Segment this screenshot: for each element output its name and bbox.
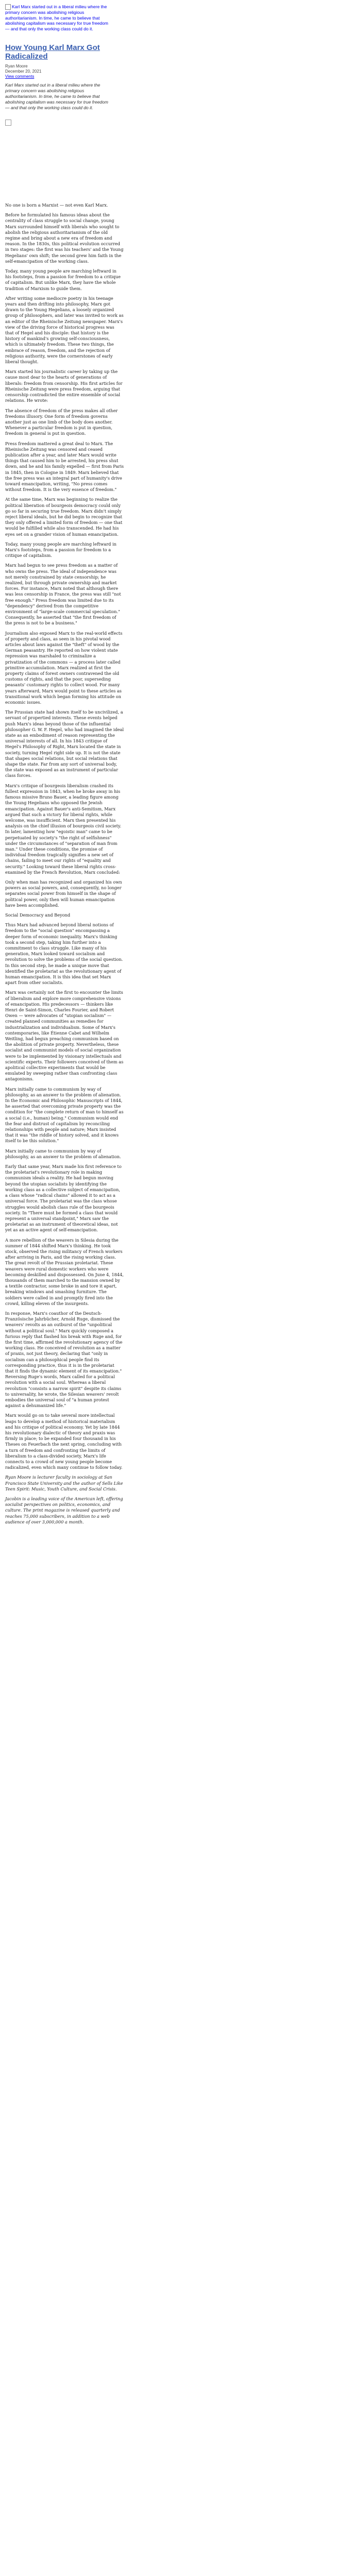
paragraph: No one is born a Marxist — not even Karl Marx. [5,202,108,208]
paragraph: Press freedom mattered a great deal to Marx. The Rheinische Zeitung was censored and ceased publication after a year, and later Marx would write things that caused him to be arrested, his press shut down, and he and his family expelled — first from Paris in 1845, then in Cologne in 1849. Marx believed that the free press was an integral part of humanity's drive toward emancipation, writing, "No press comes without freedom. It is the very essence of freedom." [5,440,124,493]
image-placeholder-icon [5,120,11,126]
paragraph: Before he formulated his famous ideas about the centrality of class struggle to social change, young Marx surrounded himself with liberals who sought to abolish the religious authoritarianism of the old regime and bring about a new era of freedom and reason. In the 1830s, this political evolution occurred in two stages: the first was his teachers' and the Young Hegelians' own shift; the second grew him faith in the self-emancipation of the working class. [5,212,124,264]
paragraph: Only when man has recognized and organized his own powers as social powers, and, consequently, no longer separates social power from himself in the shape of political power, only then will human emancipation have been accomplished. [5,879,122,908]
paragraph: The absence of freedom of the press makes all other freedoms illusory. One form of freedom governs another just as one limb of the body does another. Whenever a particular freedom is put in question, freedom in general is put in question. [5,408,118,436]
article-meta [5,64,41,79]
banner-alt-text: Karl Marx started out in a liberal milieu where the primary concern was abolishing religious authoritarianism. In time, he came to believe that abolishing capitalism was necessary for true freedom — and that only the working class could do it. [5,4,108,31]
article-body [5,202,124,1529]
publication-blurb: Jacobin is a leading voice of the American left, offering socialist perspectives on politics, economics, and culture. The print magazine is released quarterly and reaches 75,000 subscribers, in addition to a web audience of over 3,000,000 a month. [5,1496,123,1524]
paragraph: Marx was certainly not the first to encounter the limits of liberalism and explore more comprehensive visions of emancipation. His predecessors — thinkers like Henri de Saint-Simon, Charles Fourier, and Robert Owen — were advocates of "utopian socialism" — created planned communities as remedies for industrialization and individualism. Some of Marx's contemporaries, like Étienne Cabet and Wilhelm Weitling, had begun preaching communism based on the abolition of private property. Nevertheless, these socialist and communist models of social organization were to be implemented by visionary intellectuals and scientific experts. Their followers conceived of them as apolitical collective experiments that would be emulated by sweeping rather than confronting class antagonisms. [5,990,124,1082]
paragraph: Early that same year, Marx made his first reference to the proletariat's revolutionary role in making communism ideals a reality. He had begun moving beyond the utopian socialists by identifying the working class as a collective subject of emancipation, a class whose "radical chains" allowed it to act as a universal force. The proletariat was the class whose struggles would abolish class rule of the bourgeois society. In "There must be formed a class that would represent a universal standpoint," Marx saw the proletariat as an instrument of theoretical ideas, not yet as an active agent of self-emancipation. [5,1164,122,1233]
paragraph: Marx's critique of bourgeois liberalism crashed its fullest expression in 1843, when he broke away in his famous missive Bruno Bauer, a leading figure among the Young Hegelians who opposed the Jewish emancipation. Against Bauer's anti-Semitism, Marx argued that such a victory for liberal rights, while welcome, was insufficient. Marx then presented his analysis on the chief illusion of bourgeois civil society. In later, lamenting how "egoistic man" came to be perpetuated by society's "the right of selfishness" under the circumstances of "separation of man from man." Under these conditions, the promise of individual freedom tragically signifies a new set of chains, failing to meet our rights of "equality and security." Looking toward these liberal rights cross-examined by the French Revolution, Marx concluded: [5,783,122,875]
publish-date: December 20, 2021 [5,69,42,74]
section-subhead: Social Democracy and Beyond [5,912,71,918]
broken-image-icon [5,4,11,10]
paragraph: In response, Marx's coauthor of the Deutsch-Französische Jahrbücher, Arnold Ruge, dismissed the weavers' revolts as an outburst of the "unpolitical without a political soul." Marx quickly composed a furious reply that flashed his break with Ruge and, for the first time, affirmed the revolutionary agency of the working class. He conceived of revolution as a matter of praxis, not just theory, declaring that "only in socialism can a philosophical people find its corresponding practice, thus it is in the proletariat that it finds the dynamic element of its emancipation." Reversing Ruge's words, Marx called for a political revolution with a social soul. Whereas a liberal revolution "consists a narrow spirit" despite its claims to universality, he wrote, the Silesian weavers' revolt embodies the universal soul of "a human protest against a dehumanized life." [5,1310,123,1409]
paragraph: The Prussian state had shown itself to be uncivilized, a servant of propertied interests. These events helped push Marx's ideas beyond those of the influential philosopher G. W. F. Hegel, who had imagined the ideal state as an embodiment of reason representing the universal interests of all. In his 1843 critique of Hegel's Philosophy of Right, Marx located the state in society, turning Hegel right side up. It is not the state that shapes social relations, but social relations that shape the state. Far from any sort of universal body, the state was exposed as an instrument of particular class forces. [5,709,124,778]
author: Ryan Moore [5,64,28,69]
paragraph: Marx had begun to see press freedom as a matter of who owns the press. The ideal of independence was not merely constrained by state censorship; he realized, but through private ownership and market forces. For instance, Marx noted that although there was less censorship in France, the press was still "not free enough." Press freedom was limited due to its "dependency" derived from the competitive environment of "large-scale commercial speculation." Consequently, he asserted that "the first freedom of the press is not to be a business." [5,563,121,626]
banner-image[interactable] [5,4,113,41]
paragraph: Thus Marx had advanced beyond liberal notions of freedom to the "social question" encompassing a deeper form of economic inequality. Marx's thinking took a second step, taking him further into a commitment to class struggle. Like many of his generation, Marx looked toward socialism and revolution to solve the problems of the social question. In this second step, he made a unique move that identified the proletariat as the revolutionary agent of human emancipation. It is this idea that set Marx apart from other socialists. [5,922,123,986]
comments-link[interactable]: View comments [5,74,35,79]
paragraph: Marx started his journalistic career by taking up the cause most dear to the hearts of generations of liberals: freedom from censorship. His first articles for Rheinische Zeitung were press freedom, arguing that censorship contradicted the entire ensemble of social relations. He wrote: [5,369,123,403]
pull-quote: Today, many young people are marching leftward in Marx's footsteps, from a passion for freedom to a critique of capitalism. [5,541,117,558]
paragraph: A more rebellion of the weavers in Silesia during the summer of 1844 shifted Marx's thinking. He took stock, observed the rising militancy of French workers after arriving in Paris, and the rising working class. The great revolt of the Prussian proletariat. These weavers were rural domestic workers who were becoming deskilled and dispossessed. On June 4, 1844, thousands of them marched to the mansion owned by a textile contractor, some broke in and tore it apart, breaking windows and smashing furniture. The soldiers were called in and promptly fired into the crowd, killing eleven of the insurgents. [5,1237,124,1306]
hero-image [5,120,124,192]
paragraph: Marx would go on to take several more intellectual leaps to develop a method of historical materialism and his critique of political economy. Yet by late 1844 his revolutionary dialectic of theory and praxis was firmly in place; to be expanded four thousand in his Theses on Feuerbach the next spring, concluding with a turn of freedom and confronting the limits of liberalism to a class-divided society, Marx's life connects to a crowd of new young people become radicalized, even which many continue to follow today. [5,1413,123,1470]
article-teaser: Karl Marx started out in a liberal milieu where the primary concern was abolishing religious authoritarianism. In time, he came to believe that abolishing capitalism was necessary for true freedom — and that only the working class could do it. [5,82,108,110]
paragraph: Today, many young people are marching leftward in his footsteps, from a passion for freedom to a critique of capitalism. But unlike Marx, they have the whole tradition of Marxism to guide them. [5,268,121,291]
author-bio: Ryan Moore is lecturer faculty in sociology at San Francisco State University and the author of Sells Like Teen Spirit: Music, Youth Culture, and Social Crisis. [5,1475,123,1492]
pull-quote: Marx initially came to communism by way of philosophy, as an answer to the problem of alienation. [5,1148,121,1159]
paragraph: Marx initially came to communism by way of philosophy, as an answer to the problem of alienation. In the Economic and Philosophic Manuscripts of 1844, he asserted that overcoming private property was the condition for "the complete return of man to himself as a social (i.e., human) being." Communism would end the fear and distrust of capitalism by reconciling relationships with people and nature; Marx insisted that it was "the riddle of history solved, and it knows itself to be this solution." [5,1086,124,1144]
paragraph: After writing some mediocre poetry in his teenage years and then drifting into philosophy, Marx got drawn to the Young Hegelians, a loosely organized group of philosophers, and later was invited to work as an editor of the Rheinische Zeitung newspaper. Marx's view of the driving force of historical progress was that of Hegel and his disciple: that history is the history of mankind's growing self-consciousness, which is ultimately freedom. These two things, the embrace of reason, freedom, and the rejection of religious authority, were the cornerstones of early liberal thought. [5,295,124,365]
paragraph: Journalism also exposed Marx to the real-world effects of property and class, as seen in his pivotal wood articles about laws against the "theft" of wood by the German peasantry. He reported on how violent state repression was marshaled to criminalize a privatization of the commons — a process later called primitive accumulation. Marx realized at first the property claims of forest owners contravened the old customs of rights, and that the poor, superseding peasants' customary rights to collect wood. For many years afterward, Marx would point to these articles as transitional work which began forming his attitude on economic issues. [5,630,123,705]
paragraph: At the same time, Marx was beginning to realize the political liberation of bourgeois democracy could only go so far in securing true freedom. Marx didn't simply reject liberal ideals, but he did begin to recognize that they only offered a limited form of freedom — one that would be fulfilled while also transcended. He had his eyes set on a grander vision of human emancipation. [5,497,123,537]
article-title[interactable]: How Young Karl Marx Got Radicalized [5,43,100,61]
